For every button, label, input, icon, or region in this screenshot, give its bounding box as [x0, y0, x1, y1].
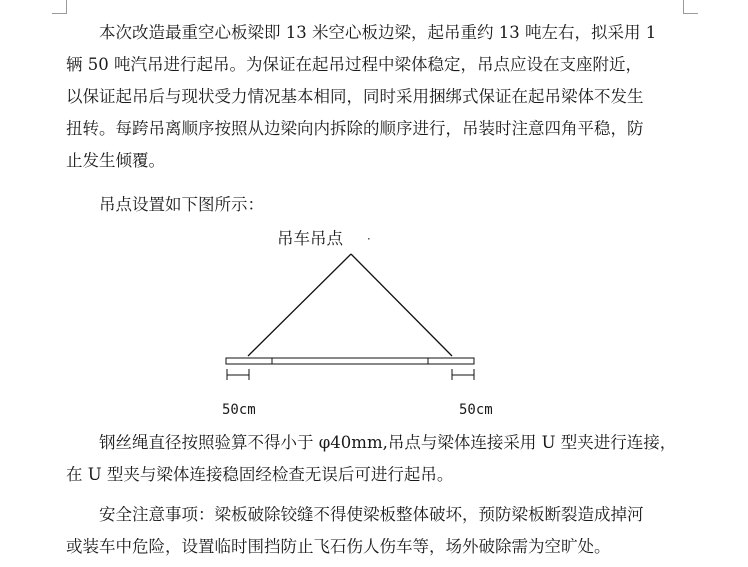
- paragraph-line: 以保证起吊后与现状受力情况基本相同，同时采用捆绑式保证在起吊梁体不发生: [66, 87, 644, 106]
- corner-mark-right-h: [684, 13, 698, 14]
- paragraph-line: 或装车中危险，设置临时围挡防止飞石伤人伤车等，场外破除需为空旷处。: [66, 537, 611, 556]
- left-offset-label: 50cm: [222, 402, 256, 418]
- right-offset-label: 50cm: [459, 402, 493, 418]
- paragraph-line: 在 U 型夹与梁体连接稳固经检查无误后可进行起吊。: [66, 465, 454, 484]
- paragraph-lifting-plan: [66, 17, 684, 177]
- corner-mark-left-h: [52, 13, 66, 14]
- right-sling-rope: [351, 254, 452, 356]
- left-sling-rope: [248, 254, 351, 356]
- label-dot: [368, 238, 370, 240]
- crane-lifting-point-label: 吊车吊点: [277, 229, 343, 248]
- paragraph-safety-notes: [66, 499, 684, 563]
- paragraph-line: 止发生倾覆。: [66, 151, 165, 170]
- paragraph-line: 安全注意事项：梁板破除铰缝不得使梁板整体破坏，预防梁板断裂造成掉河: [99, 505, 644, 524]
- beam: [226, 358, 474, 364]
- corner-mark-right: [683, 0, 684, 14]
- paragraph-wire-rope: [66, 427, 684, 491]
- paragraph-line: 本次改造最重空心板梁即 13 米空心板边梁，起吊重约 13 吨左右，拟采用 1: [99, 23, 657, 42]
- paragraph-line: 辆 50 吨汽吊进行起吊。为保证在起吊过程中梁体稳定，吊点应设在支座附近，: [66, 55, 642, 74]
- paragraph-diagram-intro: [66, 189, 684, 221]
- paragraph-line: 钢丝绳直径按照验算不得小于 φ40mm,吊点与梁体连接采用 U 型夹进行连接，: [99, 433, 677, 452]
- paragraph-line: 吊点设置如下图所示：: [99, 195, 264, 214]
- corner-mark-left: [66, 0, 67, 14]
- paragraph-line: 扭转。每跨吊离顺序按照从边梁向内拆除的顺序进行，吊装时注意四角平稳，防: [66, 119, 644, 138]
